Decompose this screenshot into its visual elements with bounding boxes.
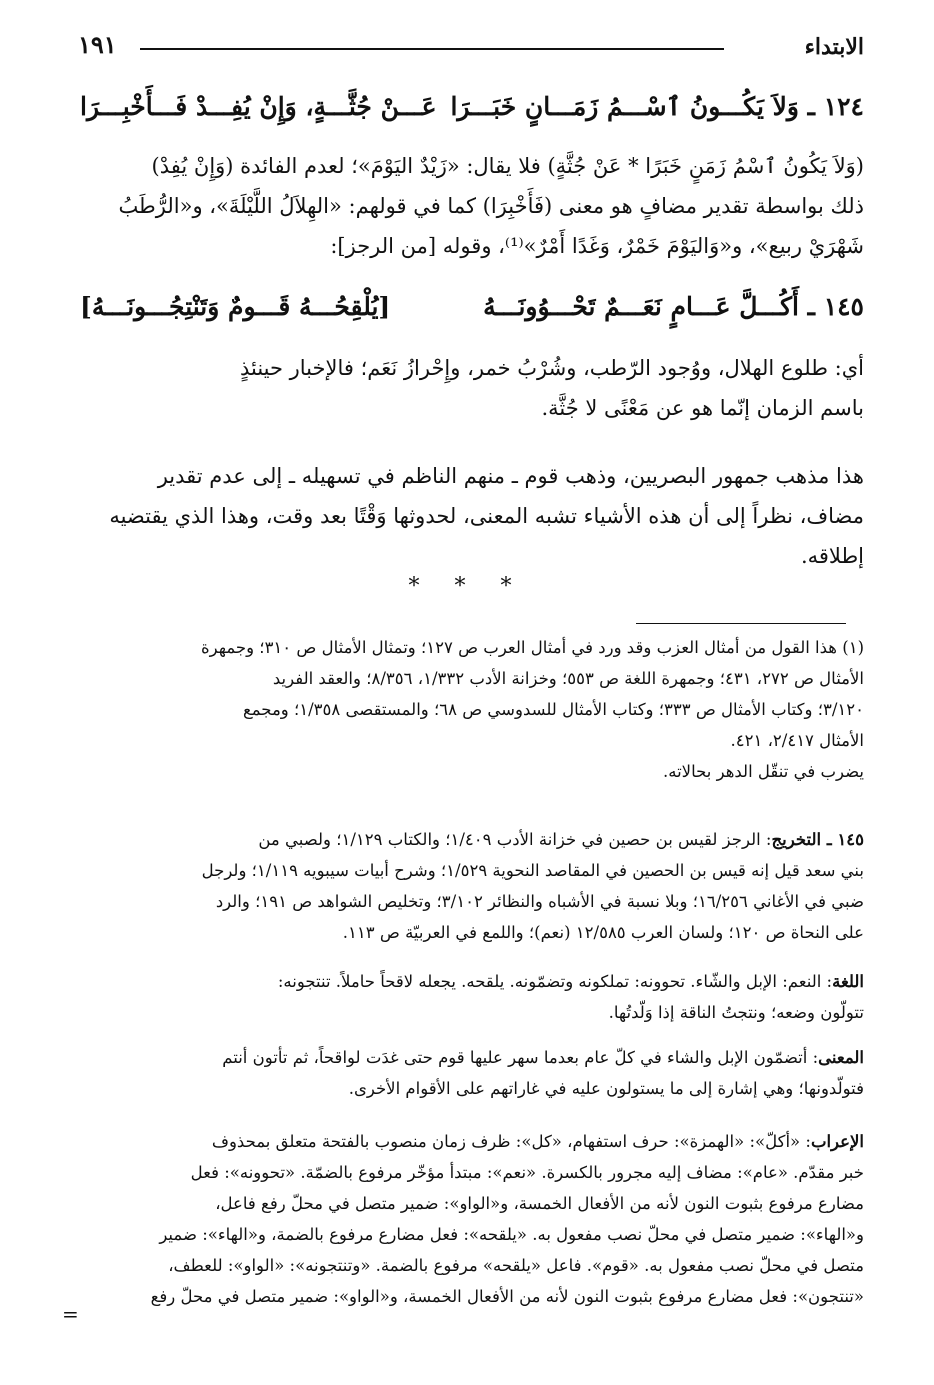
verse-124-first-hemistich: ١٢٤ ـ وَلاَ يَكُـــونُ ٱسْـــمُ زَمَـــانٍ خَبَـــرَا <box>450 92 864 121</box>
lugha-label: اللغة <box>832 972 864 991</box>
explanation-145 <box>80 348 864 428</box>
footnote-line: اللغة: النعم: الإبل والشّاء. تحوونه: تملكونه وتضمّونه. يلقحه. يجعله لاقحاً حاملاً. تنتجونه: <box>277 972 864 991</box>
text-line: أي: طلوع الهلال، ووُجود الرّطب، وشُرْبُ خمر، وإِحْرازُ نَعَم؛ فالإخبار حينئذٍ <box>239 356 864 380</box>
section-separator: * * * <box>408 574 526 599</box>
footnote-line: الإعراب: «أكلّ»: «الهمزة»: حرف استفهام، «كل»: ظرف زمان منصوب بالفتحة متعلق بمحذوف <box>211 1132 864 1151</box>
footnote-line: خبر مقدّم. «عام»: مضاف إليه مجرور بالكسرة. «نعم»: مبتدأ مؤخّر مرفوع بالضمّة. «تحوونه»: فعل <box>190 1163 864 1182</box>
continuation-mark: = <box>62 1302 79 1326</box>
text-line: إطلاقه. <box>800 544 864 568</box>
footnote-line: مضارع مرفوع بثبوت النون لأنه من الأفعال الخمسة، و«الواو»: ضمير متصل في محلّ رفع فاعل، <box>215 1194 864 1213</box>
page-number: ١٩١ <box>78 30 117 59</box>
footnote-line: الأمثال ٢/٤١٧، ٤٢١. <box>730 731 864 750</box>
text-line: باسم الزمان إنّما هو عن مَعْنًى لا جُثَّة. <box>541 396 864 420</box>
verse-145-first-hemistich: ١٤٥ ـ أَكُـــلَّ عَـــامٍ نَعَـــمٌ تَحْـــوُونَـــهُ <box>483 292 864 321</box>
explanation-124 <box>80 146 864 266</box>
footnote-line: ضبي في الأغاني ١٦/٢٥٦؛ وبلا نسبة في الأشباه والنظائر ٣/١٠٢؛ وتخليص الشواهد ص ١٩١؛ والرد <box>215 892 864 911</box>
footnote-line: «تنتجون»: فعل مضارع مرفوع بثبوت النون لأنه من الأفعال الخمسة، و«الواو»: ضمير متصل في محلّ رفع <box>150 1287 864 1306</box>
verse-number: ١٢٤ ـ <box>807 92 864 121</box>
header-rule <box>140 48 724 50</box>
text-line: شَهْرَيْ ربيع»، و«وَاليَوْمَ خَمْرٌ، وَغَدًا أَمْرٌ»⁽¹⁾، وقوله [من الرجز]: <box>330 234 864 258</box>
verse-124-second-hemistich: عَـــنْ جُثَّـــةٍ، وَإِنْ يُفِـــدْ فَـــأَخْبِـــرَا <box>80 92 437 121</box>
text-line: هذا مذهب جمهور البصريين، وذهب قوم ـ منهم الناظم في تسهيله ـ إلى عدم تقدير <box>157 464 864 488</box>
footnote-line: متصل في محلّ نصب مفعول به. «قوم». فاعل «يلقحه» مرفوع بالضمة. «وتنتجونه»: «الواو»: للعطف، <box>168 1256 864 1275</box>
footnote-line: (١) هذا القول من أمثال العزب وقد ورد في أمثال العرب ص ١٢٧؛ وتمثال الأمثال ص ٣١٠؛ وجمهرة <box>201 638 864 657</box>
maana-note <box>80 1042 864 1104</box>
verse-number: ١٤٥ ـ <box>807 292 864 321</box>
verse-124 <box>80 92 864 132</box>
running-header-title: الابتداء <box>804 34 864 60</box>
footnote-line: تتولّون وضعه؛ ونتجتُ الناقة إذا وَلّدتُها. <box>608 1003 864 1022</box>
text-line: (وَلاَ يَكُونُ ٱسْمُ زَمَنٍ خَبَرًا * عَنْ جُثَّةٍ) فلا يقال: «زَيْدٌ اليَوْمَ»؛ لعدم الفائدة (وَإِنْ يُفِدْ) <box>151 154 864 178</box>
body-paragraph <box>80 456 864 576</box>
lugha-note <box>80 966 864 1028</box>
footnote-line: و«الهاء»: ضمير متصل في محلّ نصب مفعول به. «يلقحه»: فعل مضارع مرفوع بالضمة، و«الهاء»: ضمير <box>159 1225 864 1244</box>
footnote-line: الأمثال ص ٢٧٢، ٤٣١؛ وجمهرة اللغة ص ٥٥٣؛ وخزانة الأدب ١/٣٣٢، ٨/٣٥٦؛ والعقد الفريد <box>272 669 864 688</box>
takhrij-label: ١٤٥ ـ التخريج <box>771 830 864 849</box>
footnote-rule <box>636 623 846 624</box>
footnote-line: ٣/١٢٠؛ وكتاب الأمثال ص ٣٣٣؛ وكتاب الأمثال للسدوسي ص ٦٨؛ والمستقصى ١/٣٥٨؛ ومجمع <box>242 700 864 719</box>
footnote-line: المعنى: أتضمّون الإبل والشاء في كلّ عام بعدما سهر عليها قوم حتى غدَت لواقحاً، ثم تأتون أنتم <box>222 1048 864 1067</box>
text-line: ذلك بواسطة تقدير مضافٍ هو معنى (فَأَخْبِرَا) كما في قولهم: «الهِلاَلُ اللَّيْلَةَ»، و«الرُّطَبُ <box>118 194 864 218</box>
takhrij-note <box>80 824 864 948</box>
irab-label: الإعراب <box>810 1132 864 1151</box>
text-line: مضاف، نظراً إلى أن هذه الأشياء تشبه المعنى، لحدوثها وَقْتًا بعد وقت، وهذا الذي يقتضيه <box>109 504 864 528</box>
verse-145-second-hemistich: [يُلْقِحُـــهُ قَـــومٌ وَتَنْتِجُـــونَـــهُ] <box>80 292 391 321</box>
footnote-1 <box>80 632 864 787</box>
maana-label: المعنى <box>818 1048 864 1067</box>
irab-note <box>80 1126 864 1312</box>
footnote-line: يضرب في تنقّل الدهر بحالاته. <box>662 762 864 781</box>
verse-145 <box>80 292 864 332</box>
footnote-line: بني سعد قيل إنه قيس بن الحصين في المقاصد النحوية ١/٥٢٩؛ وشرح أبيات سيبويه ١/١١٩؛ ولرجل <box>201 861 864 880</box>
footnote-line: على النحاة ص ١٢٠؛ ولسان العرب ١٢/٥٨٥ (نعم)؛ واللمع في العربيّة ص ١١٣. <box>342 923 864 942</box>
footnote-line: ١٤٥ ـ التخريج: الرجز لقيس بن حصين في خزانة الأدب ١/٤٠٩؛ والكتاب ١/١٢٩؛ ولصبي من <box>258 830 864 849</box>
footnote-line: فتولّدونها؛ وهي إشارة إلى ما يستولون عليه في غاراتهم على الأقوام الأخرى. <box>348 1079 864 1098</box>
